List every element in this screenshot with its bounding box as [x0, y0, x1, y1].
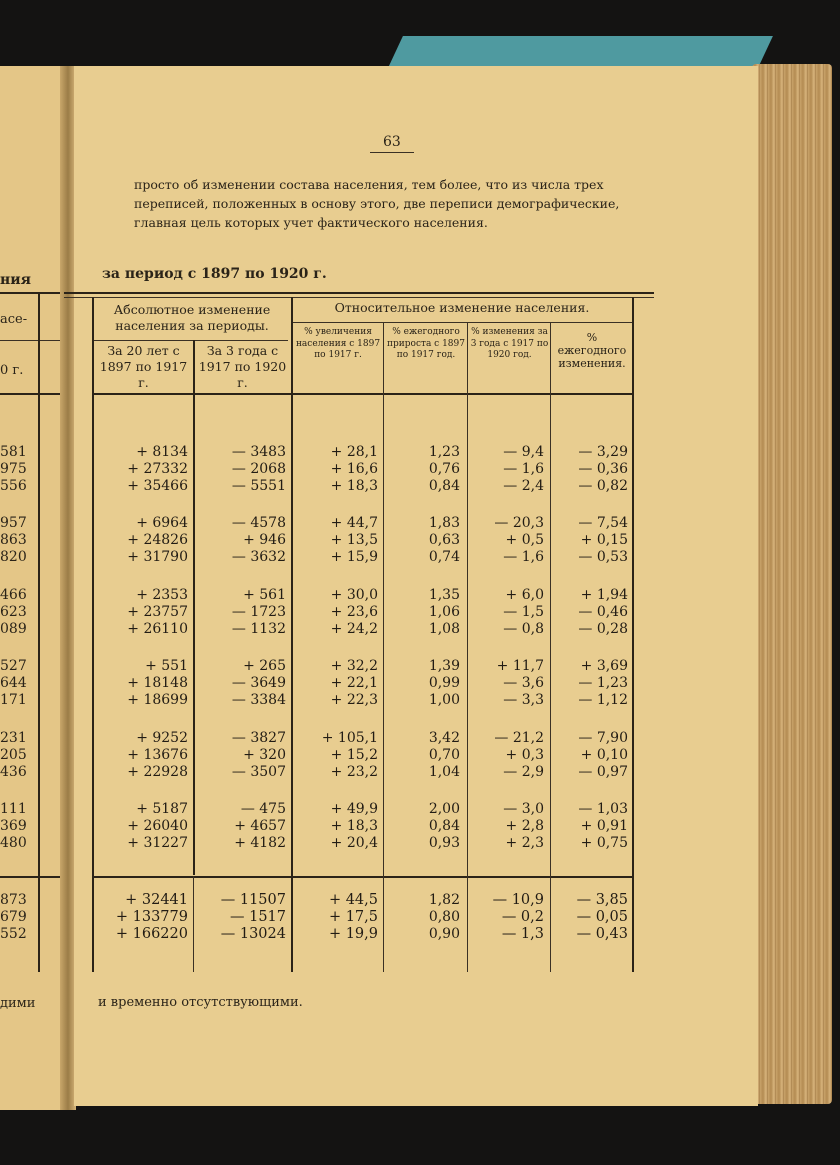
table-cell: + 2353: [136, 587, 188, 603]
table-cell: — 0,36: [578, 461, 628, 477]
table-group-header-absolute: Абсолютное изменение населения за периоды.: [113, 302, 271, 333]
table-column-line: [383, 322, 384, 972]
table-cell: — 1517: [229, 909, 286, 925]
table-column-line: [92, 297, 94, 972]
table-cell: — 7,54: [578, 515, 628, 531]
table-cell: — 1,6: [503, 549, 544, 565]
table-cell: + 0,5: [505, 532, 544, 548]
table-cell: + 0,91: [580, 818, 628, 834]
table-cell: + 13676: [127, 747, 188, 763]
table-cell: — 4578: [231, 515, 286, 531]
table-cell: 0,84: [428, 818, 460, 834]
table-cell: + 18,3: [330, 478, 378, 494]
left-rule: [0, 393, 60, 395]
table-cell: + 31227: [127, 835, 188, 851]
table-cell: + 44,5: [328, 892, 378, 908]
table-cell: — 1,3: [501, 926, 544, 942]
col-header-annual-growth: % ежегодного прироста с 1897 по 1917 год.: [387, 327, 465, 360]
left-number-fragment: 556: [0, 478, 27, 494]
left-number-fragment: 581: [0, 444, 27, 460]
col-header-20-years: За 20 лет с 1897 по 1917 г.: [99, 343, 188, 390]
table-cell: 0,74: [428, 549, 460, 565]
table-cell: + 6964: [136, 515, 188, 531]
table-cell: — 0,2: [501, 909, 544, 925]
col-header-3-years: За 3 года с 1917 по 1920 г.: [198, 343, 287, 390]
table-cell: + 24826: [127, 532, 188, 548]
table-cell: — 9,4: [503, 444, 544, 460]
table-column-line: [550, 322, 551, 972]
table-cell: + 19,9: [328, 926, 378, 942]
table-cell: 0,76: [428, 461, 460, 477]
table-cell: 0,80: [428, 909, 460, 925]
table-cell: + 561: [243, 587, 286, 603]
page-stack-edge: [752, 64, 832, 1104]
left-number-fragment: 480: [0, 835, 27, 851]
left-number-fragment: 623: [0, 604, 27, 620]
col-header-pct-change: % изменения за 3 года с 1917 по 1920 год.: [470, 327, 549, 360]
table-cell: 1,06: [428, 604, 460, 620]
table-cell: + 320: [243, 747, 286, 763]
table-cell: + 26110: [127, 621, 188, 637]
table-cell: 1,39: [428, 658, 460, 674]
table-cell: — 0,28: [578, 621, 628, 637]
table-cell: 3,42: [428, 730, 460, 746]
left-rule: [0, 292, 60, 294]
col-header-annual-change: % ежегодного изменения.: [557, 331, 627, 370]
table-cell: + 23757: [127, 604, 188, 620]
table-cell: 1,04: [428, 764, 460, 780]
table-cell: + 6,0: [505, 587, 544, 603]
table-cell: + 31790: [127, 549, 188, 565]
table-top-rule: [64, 297, 654, 298]
table-header-rule: [292, 322, 632, 323]
table-cell: + 1,94: [580, 587, 628, 603]
table-cell: + 20,4: [330, 835, 378, 851]
table-cell: + 27332: [127, 461, 188, 477]
left-rule: [0, 340, 60, 341]
table-cell: + 0,3: [505, 747, 544, 763]
table-cell: + 18,3: [330, 818, 378, 834]
table-cell: — 0,53: [578, 549, 628, 565]
table-cell: + 11,7: [496, 658, 544, 674]
table-cell: 0,90: [428, 926, 460, 942]
table-cell: + 166220: [115, 926, 188, 942]
table-cell: + 18699: [127, 692, 188, 708]
table-cell: — 0,05: [576, 909, 628, 925]
table-cell: 0,63: [428, 532, 460, 548]
table-cell: — 0,46: [578, 604, 628, 620]
left-number-fragment: 552: [0, 926, 27, 942]
table-cell: 2,00: [428, 801, 460, 817]
table-cell: — 2,9: [503, 764, 544, 780]
left-number-fragment: 644: [0, 675, 27, 691]
table-cell: — 3483: [231, 444, 286, 460]
table-cell: — 20,3: [494, 515, 544, 531]
footnote: и временно отсутствующими.: [98, 995, 303, 1010]
table-cell: 1,35: [428, 587, 460, 603]
left-number-fragment: 436: [0, 764, 27, 780]
table-cell: — 10,9: [492, 892, 544, 908]
table-cell: — 3,6: [503, 675, 544, 691]
table-cell: — 1,5: [503, 604, 544, 620]
table-cell: — 3507: [231, 764, 286, 780]
table-cell: — 475: [240, 801, 286, 817]
left-number-fragment: 863: [0, 532, 27, 548]
left-number-fragment: 820: [0, 549, 27, 565]
table-cell: + 22928: [127, 764, 188, 780]
table-cell: 1,00: [428, 692, 460, 708]
left-column-line: [38, 292, 40, 972]
table-column-line: [467, 322, 468, 972]
left-number-fragment: 089: [0, 621, 27, 637]
table-cell: — 1132: [231, 621, 286, 637]
left-header-fragment: 0 г.: [0, 363, 24, 378]
left-number-fragment: 466: [0, 587, 27, 603]
table-group-header-relative: Относительное изменение населения.: [334, 300, 590, 315]
table-cell: + 32441: [125, 892, 188, 908]
table-cell: + 23,2: [330, 764, 378, 780]
table-top-rule: [64, 292, 654, 294]
table-cell: + 4182: [234, 835, 286, 851]
table-heading: за период с 1897 по 1920 г.: [102, 266, 327, 282]
table-cell: + 133779: [115, 909, 188, 925]
table-cell: — 0,97: [578, 764, 628, 780]
table-cell: 1,23: [428, 444, 460, 460]
table-header-bottom-rule: [92, 393, 632, 395]
left-number-fragment: 957: [0, 515, 27, 531]
paragraph-line: главная цель которых учет фактического населения.: [134, 215, 488, 230]
left-number-fragment: 527: [0, 658, 27, 674]
table-cell: — 2068: [231, 461, 286, 477]
table-cell: — 11507: [220, 892, 286, 908]
col-header-pct-increase: % увеличения населения с 1897 по 1917 г.: [295, 327, 381, 360]
table-cell: — 13024: [220, 926, 286, 942]
table-cell: + 3,69: [580, 658, 628, 674]
table-cell: — 0,8: [503, 621, 544, 637]
table-cell: + 16,6: [330, 461, 378, 477]
table-cell: — 1,12: [578, 692, 628, 708]
table-cell: + 4657: [234, 818, 286, 834]
table-cell: + 265: [243, 658, 286, 674]
paragraph-line: просто об изменении состава населения, тем более, что из числа трех: [134, 177, 604, 192]
left-number-fragment: 679: [0, 909, 27, 925]
table-cell: 0,99: [428, 675, 460, 691]
table-cell: + 23,6: [330, 604, 378, 620]
left-heading-fragment: ния: [0, 272, 31, 288]
table-cell: + 551: [145, 658, 188, 674]
table-cell: 1,83: [428, 515, 460, 531]
left-number-fragment: 231: [0, 730, 27, 746]
left-number-fragment: 975: [0, 461, 27, 477]
table-cell: + 35466: [127, 478, 188, 494]
table-cell: — 0,82: [578, 478, 628, 494]
table-column-line: [632, 297, 634, 972]
table-cell: — 1,23: [578, 675, 628, 691]
table-cell: — 1,03: [578, 801, 628, 817]
table-cell: — 3,0: [503, 801, 544, 817]
left-footnote-fragment: дими: [0, 996, 36, 1011]
table-cell: + 26040: [127, 818, 188, 834]
table-cell: + 49,9: [330, 801, 378, 817]
page-number-rule: [370, 152, 414, 153]
left-number-fragment: 873: [0, 892, 27, 908]
table-cell: — 3632: [231, 549, 286, 565]
table-cell: + 18148: [127, 675, 188, 691]
table-cell: + 15,9: [330, 549, 378, 565]
table-cell: + 15,2: [330, 747, 378, 763]
table-cell: + 0,15: [580, 532, 628, 548]
table-cell: — 5551: [231, 478, 286, 494]
left-number-fragment: 205: [0, 747, 27, 763]
table-cell: + 22,3: [330, 692, 378, 708]
table-cell: + 30,0: [330, 587, 378, 603]
table-cell: + 8134: [136, 444, 188, 460]
table-column-line: [291, 297, 293, 972]
left-header-fragment: асе-: [0, 312, 28, 327]
table-cell: + 22,1: [330, 675, 378, 691]
table-cell: — 0,43: [576, 926, 628, 942]
table-cell: — 3384: [231, 692, 286, 708]
table-cell: + 0,10: [580, 747, 628, 763]
table-cell: 0,93: [428, 835, 460, 851]
table-column-line: [193, 876, 194, 972]
table-cell: — 3,3: [503, 692, 544, 708]
table-cell: — 3827: [231, 730, 286, 746]
table-cell: + 105,1: [321, 730, 378, 746]
table-column-line: [193, 340, 195, 875]
table-cell: + 0,75: [580, 835, 628, 851]
table-cell: + 32,2: [330, 658, 378, 674]
table-cell: + 28,1: [330, 444, 378, 460]
table-cell: + 2,8: [505, 818, 544, 834]
table-cell: + 17,5: [328, 909, 378, 925]
left-number-fragment: 369: [0, 818, 27, 834]
table-cell: + 2,3: [505, 835, 544, 851]
table-cell: + 946: [243, 532, 286, 548]
paragraph-line: переписей, положенных в основу этого, две переписи демографические,: [134, 196, 620, 211]
table-total-rule: [92, 876, 632, 878]
table-cell: + 9252: [136, 730, 188, 746]
table-cell: + 5187: [136, 801, 188, 817]
left-number-fragment: 111: [0, 801, 27, 817]
table-cell: — 7,90: [578, 730, 628, 746]
table-cell: — 3,85: [576, 892, 628, 908]
table-cell: + 24,2: [330, 621, 378, 637]
table-cell: — 1,6: [503, 461, 544, 477]
table-cell: 1,08: [428, 621, 460, 637]
table-cell: — 1723: [231, 604, 286, 620]
table-cell: 0,84: [428, 478, 460, 494]
table-cell: 0,70: [428, 747, 460, 763]
table-cell: — 2,4: [503, 478, 544, 494]
table-cell: — 3,29: [578, 444, 628, 460]
table-cell: — 3649: [231, 675, 286, 691]
left-rule: [0, 876, 60, 878]
left-number-fragment: 171: [0, 692, 27, 708]
page-number: 63: [383, 134, 401, 150]
table-cell: — 21,2: [494, 730, 544, 746]
table-cell: 1,82: [428, 892, 460, 908]
paragraph: [134, 175, 654, 232]
table-cell: + 44,7: [330, 515, 378, 531]
table-header-rule: [92, 340, 288, 341]
table-cell: + 13,5: [330, 532, 378, 548]
bookmark-cloth: [387, 36, 773, 70]
